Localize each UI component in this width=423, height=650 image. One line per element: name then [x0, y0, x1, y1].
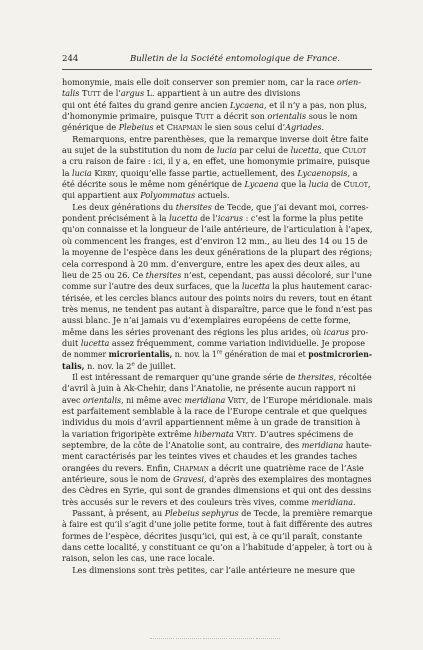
text-segment: d’après des exemplaires des montagnes	[206, 474, 372, 485]
text-segment: de nommer	[62, 349, 109, 360]
text-segment: n’est, cependant, pas aussi décoloré, sur l’une	[181, 269, 372, 280]
text-segment: d’avril à juin à Ak-Chehir, dans l’Anatolie, ne présente aucun rapport ni	[62, 383, 356, 394]
running-header	[62, 53, 372, 65]
text-segment: Remarquons, entre parenthèses, que la remarque inverse doit être faite	[62, 133, 369, 144]
text-segment: le sien sous celui d’	[202, 122, 286, 133]
text-segment: que	[321, 145, 342, 156]
text-segment: pondent précisément à la	[62, 213, 170, 224]
text-segment: a décrit une quatrième race de l’Asie	[208, 462, 364, 473]
body-text	[62, 77, 372, 576]
text-segment: assez fréquemment, comme variation individuelle. Je propose	[109, 337, 366, 348]
text-segment: hibernata	[194, 428, 234, 439]
text-segment: talis	[62, 88, 80, 99]
text-segment: n. nov. la 1	[172, 349, 217, 360]
text-line	[62, 338, 372, 349]
text-segment: pro-	[348, 326, 369, 337]
text-segment: lucia	[216, 145, 237, 156]
text-segment: orientalis,	[82, 394, 124, 405]
text-segment: icarus	[323, 326, 349, 337]
text-segment: formes de l’espèce, décrites jusqu’ici, qui est, à ce qu’il paraît, constante	[62, 530, 363, 541]
text-segment: ni même avec	[123, 394, 185, 405]
text-line	[62, 134, 372, 145]
text-segment: avec	[62, 394, 83, 405]
page-number: 244	[62, 54, 79, 64]
text-segment: aussi blanc. Je n’ai jamais vu d’exemplaires européens de cette forme,	[62, 315, 351, 326]
text-segment: cela correspond à 20 mm. d’envergure, entre les apex des deux ailes, au	[62, 258, 361, 269]
text-segment: Les deux générations du	[62, 201, 176, 212]
text-segment: icarus	[217, 213, 244, 224]
text-segment: de	[328, 179, 344, 190]
text-segment: re	[216, 349, 223, 356]
text-segment: au sujet de la substitution du nom de	[62, 145, 217, 156]
text-segment: de Tecde, la première remarque	[238, 508, 373, 519]
text-segment: argus	[120, 88, 145, 99]
text-segment: n. nov. la 2	[84, 360, 132, 371]
text-line	[62, 349, 373, 360]
text-line	[62, 474, 372, 485]
text-segment: septembre, de la côte de l’Anatolie sont, au contraire, des	[62, 440, 302, 450]
text-segment: été décrite sous le même nom générique de	[62, 179, 245, 190]
text-segment: talis,	[62, 360, 85, 371]
text-segment: Culot,	[343, 179, 371, 190]
text-line	[62, 315, 372, 326]
text-segment: thersites,	[297, 371, 337, 382]
text-line	[62, 236, 372, 247]
text-segment: Lycaenopsis,	[297, 167, 351, 178]
text-segment: Les dimensions sont très petites, car l’aile antérieure ne mesure que	[62, 564, 355, 575]
text-segment: de l’	[197, 213, 218, 224]
text-segment: de juillet.	[134, 360, 176, 371]
text-segment: Chapman	[166, 122, 203, 133]
text-segment: générique de	[62, 122, 119, 133]
text-segment: Tutt	[82, 88, 101, 99]
text-segment: raison, selon les cas, une race locale.	[62, 553, 215, 564]
text-segment: de l’	[100, 88, 121, 99]
text-segment: Agriades.	[285, 122, 325, 133]
text-line	[62, 303, 373, 315]
text-line	[62, 168, 372, 179]
text-segment: actuels.	[195, 190, 230, 201]
text-segment: thersites	[175, 201, 212, 212]
journal-title: Bulletin de la Société entomologique de France.	[129, 54, 341, 64]
text-segment: ment caractérisés par les teintes vives et chaudes et les grandes taches	[62, 451, 358, 462]
text-line	[62, 394, 373, 406]
text-segment: et	[153, 122, 167, 133]
text-line	[62, 565, 372, 576]
text-segment: est parfaitement semblable à la race de l’Europe centrale et que quelques	[62, 405, 367, 416]
text-segment: à faire est qu’il s’agit d’une jolie petite forme, tout à fait différente des autres	[62, 519, 373, 530]
text-segment: très menus, ne tendent pas autant à disparaître, parce que le fond n’est pas	[62, 303, 373, 314]
text-segment: lieu de 25 ou 26. Ce	[62, 269, 146, 280]
text-segment: quoiqu’elle fasse partie, actuellement, des	[118, 167, 298, 178]
text-segment: dans cette localité, y constituant ce qu’on a l’habitude d’appeler, à tort ou à	[62, 542, 373, 553]
text-line	[62, 508, 373, 519]
text-segment: où commencent les franges, est d’environ 12 mm., au lieu des 14 ou 15 de	[62, 235, 368, 246]
text-segment: comme sur l’autre des deux surfaces, que la	[62, 281, 242, 292]
text-line	[62, 553, 372, 564]
text-line	[62, 463, 372, 474]
text-line	[62, 122, 372, 133]
text-line	[62, 247, 373, 258]
text-segment: lucia	[308, 179, 329, 190]
text-segment: la variation frigoripète extrême	[62, 428, 195, 439]
header-rule	[62, 69, 372, 70]
text-line	[62, 519, 373, 530]
text-line	[62, 156, 372, 167]
text-line	[62, 542, 371, 553]
text-line	[62, 281, 372, 292]
text-segment: Plebeius sephyrus	[164, 508, 239, 519]
text-segment: homonymie, mais elle doit conserver son premier nom, car la race	[62, 77, 337, 87]
text-segment: lucia	[72, 167, 92, 178]
text-line	[62, 383, 372, 394]
text-segment: lucetta	[169, 213, 198, 224]
text-segment: meridiana.	[311, 496, 356, 507]
text-line	[62, 292, 372, 304]
text-segment: génération de mai et	[222, 349, 309, 360]
text-segment: très accusés sur le revers et des couleurs très vives, comme	[62, 496, 312, 507]
text-segment: sous le nom	[306, 111, 358, 122]
text-segment: de l’Europe méridionale. mais	[248, 394, 373, 405]
text-segment: D’autres spécimens de	[257, 428, 354, 439]
text-line	[62, 406, 372, 417]
text-segment: Culot	[341, 145, 367, 156]
text-segment: orien-	[336, 77, 361, 87]
text-segment: meridiana	[301, 440, 344, 450]
text-segment: lucetta,	[290, 145, 322, 156]
text-segment: Lycaena	[244, 179, 279, 190]
text-line	[62, 77, 372, 88]
text-line	[62, 497, 372, 508]
text-segment: Il est intéressant de remarquer qu’une grande série de	[62, 371, 298, 382]
text-segment: qu’on connaisse et la longueur de l’aile antérieure, de l’articulation à l’apex,	[62, 224, 373, 235]
text-segment: L. appartient à un autre des divisions	[144, 88, 301, 99]
text-line	[62, 202, 372, 213]
text-segment: a cru raison de faire : ici, il y a, en effet, une homonymie primaire, puisque	[62, 156, 370, 167]
text-segment: Vrty.	[236, 428, 258, 439]
text-line	[62, 485, 372, 496]
text-segment: meridiana	[184, 394, 226, 405]
text-segment: Vrty,	[227, 394, 249, 405]
text-line	[62, 213, 372, 224]
text-segment: Tutt	[195, 111, 214, 122]
text-segment: postmicrorien-	[308, 349, 373, 360]
text-segment: qui appartient aux	[62, 190, 141, 201]
text-segment: orientalis	[267, 111, 307, 122]
text-segment: a	[350, 167, 358, 178]
text-segment: microrientalis,	[108, 349, 173, 360]
text-segment: la moyenne de l’espèce dans les deux générations de la plupart des régions;	[62, 247, 373, 258]
text-segment: orangées du revers. Enfin,	[62, 462, 174, 473]
text-segment: des Cèdres en Syrie, qui sont de grandes dimensions et qui ont des dessins	[62, 485, 372, 496]
text-segment: Passant, à présent, au	[62, 508, 165, 519]
text-segment: Chapman	[173, 462, 209, 473]
text-line	[62, 531, 372, 542]
text-segment: même dans les séries provenant des régions les plus arides, où	[62, 326, 324, 337]
text-segment: duit	[62, 337, 81, 348]
text-segment: qui ont été faites du grand genre ancien	[62, 99, 231, 110]
text-line	[62, 440, 371, 451]
bottom-dotted-rule	[150, 638, 280, 641]
text-line	[62, 111, 372, 122]
text-segment: térisée, et les cercles blancs autour des points noirs du revers, tout en étant	[62, 292, 372, 303]
text-line	[62, 224, 373, 235]
text-line	[62, 190, 372, 201]
text-segment: lucetta	[241, 281, 270, 292]
text-segment: d’homonymie primaire, puisque	[62, 111, 196, 122]
text-line	[62, 269, 372, 281]
text-segment: et il n’y a pas, non plus,	[266, 99, 367, 110]
text-segment: thersites	[145, 269, 182, 280]
text-line	[62, 88, 372, 99]
text-segment: Kirby,	[94, 167, 119, 178]
text-line	[62, 451, 372, 462]
text-segment: e	[131, 360, 135, 367]
text-segment: Gravesi,	[173, 474, 207, 485]
text-segment: Polyommatus	[140, 190, 196, 201]
text-line	[62, 417, 372, 428]
text-segment: par celui de	[236, 145, 291, 156]
text-segment: la	[62, 167, 72, 178]
text-line	[62, 371, 372, 383]
text-segment: Plebeius	[118, 122, 154, 133]
text-segment: antérieure, sous le nom de	[62, 474, 174, 485]
text-line	[62, 327, 372, 338]
text-segment: : c’est la forme la plus petite	[243, 213, 364, 224]
text-line	[62, 259, 372, 270]
text-segment: que la	[278, 179, 309, 190]
text-segment: a décrit son	[213, 111, 268, 122]
text-line	[62, 145, 372, 156]
text-segment: Lycaena,	[230, 99, 267, 110]
text-segment: lucetta	[80, 337, 110, 348]
text-segment: la plus hautement carac-	[269, 281, 372, 292]
text-segment: haute-	[343, 440, 372, 450]
text-segment: individus du mois d’avril appartiennent même à un grade de transition à	[62, 417, 361, 428]
text-line	[62, 361, 372, 372]
text-line	[62, 179, 372, 190]
text-segment: récoltée	[336, 371, 372, 382]
text-line	[62, 429, 372, 440]
text-segment: de Tecde, que j’ai devant moi, corres-	[211, 201, 369, 212]
text-line	[62, 100, 372, 111]
